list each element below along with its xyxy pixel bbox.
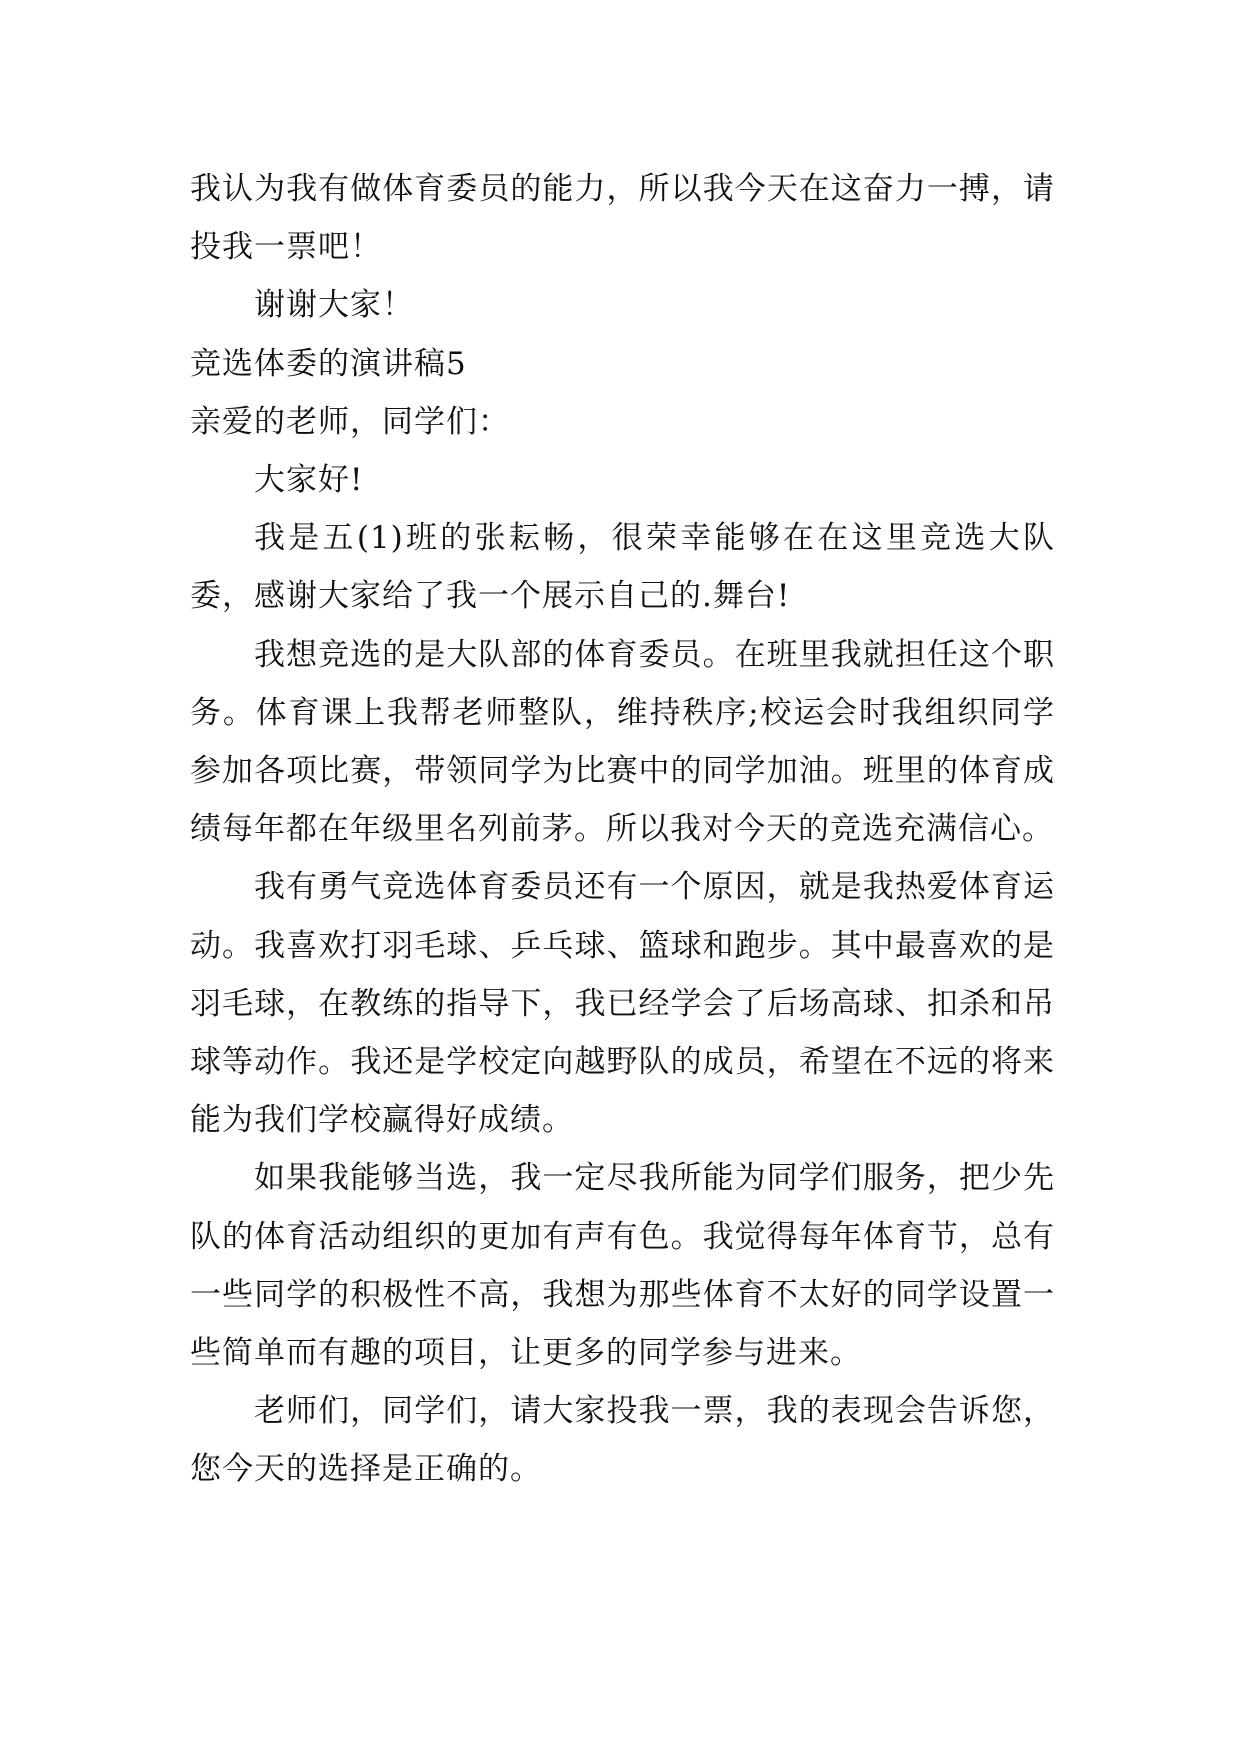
salutation: 亲爱的老师，同学们： bbox=[190, 403, 510, 440]
paragraph-conclusion: 老师们，同学们，请大家投我一票，我的表现会告诉您，您今天的选择是正确的。 bbox=[190, 1393, 1055, 1488]
greeting: 大家好! bbox=[254, 462, 364, 499]
section-title: 竞选体委的演讲稿5 bbox=[190, 345, 467, 382]
paragraph-introduction: 我是五(1)班的张耘畅，很荣幸能够在在这里竞选大队委，感谢大家给了我一个展示自己的.舞台! bbox=[190, 520, 1055, 615]
paragraph-closing-request: 我认为我有做体育委员的能力，所以我今天在这奋力一搏，请投我一票吧！ bbox=[190, 171, 1055, 266]
document-body bbox=[190, 160, 1055, 1499]
paragraph-motivation: 我有勇气竞选体育委员还有一个原因，就是我热爱体育运动。我喜欢打羽毛球、乒乓球、篮球和跑步。其中最喜欢的是羽毛球，在教练的指导下，我已经学会了后场高球、扣杀和吊球等动作。我还是学校定向越野队的成员，希望在不远的将来能为我们学校赢得好成绩。 bbox=[190, 869, 1055, 1139]
paragraph-thanks: 谢谢大家！ bbox=[254, 287, 414, 324]
paragraph-experience: 我想竞选的是大队部的体育委员。在班里我就担任这个职务。体育课上我帮老师整队，维持秩序;校运会时我组织同学参加各项比赛，带领同学为比赛中的同学加油。班里的体育成绩每年都在年级里名列前茅。所以我对今天的竞选充满信心。 bbox=[190, 636, 1055, 848]
paragraph-plans: 如果我能够当选，我一定尽我所能为同学们服务，把少先队的体育活动组织的更加有声有色。我觉得每年体育节，总有一些同学的积极性不高，我想为那些体育不太好的同学设置一些简单而有趣的项目，让更多的同学参与进来。 bbox=[190, 1160, 1055, 1372]
